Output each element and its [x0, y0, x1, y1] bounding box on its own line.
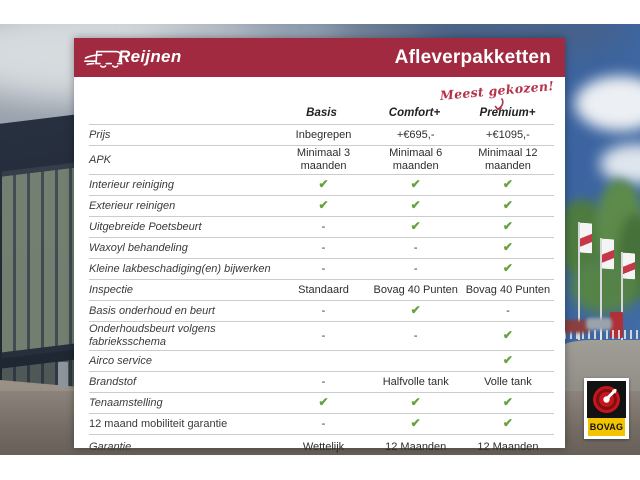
dealer-flag: [623, 253, 635, 280]
row-label: Tenaamstelling: [89, 396, 163, 409]
column-header-basis: Basis: [306, 106, 337, 119]
check-icon: ✔: [318, 395, 329, 410]
row-value: -: [321, 375, 326, 388]
row-value: Inbegrepen: [295, 128, 352, 141]
parked-car: [586, 318, 612, 330]
table-row: [89, 371, 554, 392]
row-value: [370, 178, 462, 192]
row-label: Onderhoudsbeurt volgens fabrieksschema: [89, 323, 216, 348]
check-icon: ✔: [410, 303, 421, 318]
check-icon: ✔: [410, 416, 421, 431]
row-value: Volle tank: [484, 375, 532, 388]
row-label: Garantie: [89, 440, 132, 453]
row-value: [462, 417, 554, 431]
check-icon: ✔: [502, 219, 513, 234]
row-value: -: [321, 220, 326, 233]
table-row: [89, 124, 554, 145]
row-label: Waxoyl behandeling: [89, 241, 188, 254]
row-label: 12 maand mobiliteit garantie: [89, 417, 228, 430]
dealer-flag: [602, 239, 614, 270]
table-row: [89, 434, 554, 459]
check-icon: ✔: [502, 395, 513, 410]
row-value: -: [413, 241, 418, 254]
row-label: Prijs: [89, 128, 111, 141]
row-value: -: [321, 329, 326, 342]
row-value: Minimaal 6 maanden: [389, 147, 443, 172]
table-row: [89, 279, 554, 300]
row-value: +€1095,-: [486, 128, 530, 141]
check-icon: ✔: [410, 395, 421, 410]
table-row: [89, 300, 554, 321]
bovag-label: BOVAG: [588, 418, 625, 436]
check-icon: ✔: [502, 416, 513, 431]
row-value: [462, 241, 554, 255]
row-value: [277, 178, 369, 192]
row-label: Uitgebreide Poetsbeurt: [89, 220, 202, 233]
table-row: [89, 392, 554, 413]
row-value: +€695,-: [396, 128, 435, 141]
bovag-badge: [584, 378, 629, 439]
cloud: [600, 144, 640, 184]
row-value: 12 Maanden: [385, 440, 447, 453]
brand-name: Reijnen: [118, 46, 182, 66]
row-value: Minimaal 12 maanden: [478, 147, 538, 172]
row-value: [370, 396, 462, 410]
row-value: -: [413, 329, 418, 342]
row-label: Exterieur reinigen: [89, 199, 176, 212]
column-header-premium: Premium+: [479, 106, 536, 119]
page-title: Afleverpakketten: [394, 46, 551, 68]
row-value: [462, 329, 554, 343]
row-value: [462, 262, 554, 276]
table-row: [89, 174, 554, 195]
dealer-flag: [580, 223, 592, 254]
signpost: [58, 362, 68, 388]
row-value: -: [321, 417, 326, 430]
table-row: [89, 216, 554, 237]
card-header: [74, 38, 565, 77]
row-label: Basis onderhoud en beurt: [89, 304, 215, 317]
row-value: -: [321, 304, 326, 317]
bovag-wheel-icon: [587, 381, 626, 418]
row-value: Standaard: [298, 283, 349, 296]
table-row: [89, 321, 554, 350]
most-chosen-annotation: Meest gekozen!: [439, 78, 555, 103]
row-value: [462, 354, 554, 368]
row-value: 12 Maanden: [477, 440, 539, 453]
row-value: Halfvolle tank: [382, 375, 449, 388]
cloud: [575, 76, 640, 131]
package-table-body: [89, 124, 554, 459]
row-value: [277, 199, 369, 213]
table-header-row: [89, 101, 554, 124]
row-value: [462, 178, 554, 192]
row-value: [370, 304, 462, 318]
row-value: Minimaal 3 maanden: [296, 147, 351, 172]
check-icon: ✔: [318, 198, 329, 213]
row-value: [277, 396, 369, 410]
table-row: [89, 258, 554, 279]
row-value: [370, 220, 462, 234]
row-value: [462, 220, 554, 234]
row-value: [370, 417, 462, 431]
check-icon: ✔: [318, 177, 329, 192]
row-value: -: [321, 262, 326, 275]
check-icon: ✔: [502, 240, 513, 255]
table-row: [89, 145, 554, 174]
check-icon: ✔: [502, 353, 513, 368]
row-label: Brandstof: [89, 375, 137, 388]
check-icon: ✔: [502, 198, 513, 213]
row-label: Interieur reiniging: [89, 178, 174, 191]
reijnen-logo: [84, 44, 182, 72]
row-label: Kleine lakbeschadiging(en) bijwerken: [89, 262, 271, 275]
row-value: [462, 396, 554, 410]
row-label: Airco service: [89, 354, 152, 367]
package-comparison-card: [74, 38, 565, 453]
table-row: [89, 237, 554, 258]
check-icon: ✔: [410, 177, 421, 192]
row-value: [462, 199, 554, 213]
table-row: [89, 350, 554, 371]
package-table: [89, 101, 554, 459]
column-header-comfort: Comfort+: [388, 106, 441, 119]
table-row: [89, 413, 554, 434]
row-value: Bovag 40 Punten: [373, 283, 458, 296]
row-value: Bovag 40 Punten: [465, 283, 551, 296]
check-icon: ✔: [502, 261, 513, 276]
row-value: [370, 199, 462, 213]
check-icon: ✔: [410, 219, 421, 234]
row-value: -: [506, 304, 510, 317]
row-value: Wettelijk: [302, 440, 345, 453]
check-icon: ✔: [410, 198, 421, 213]
row-label: Inspectie: [89, 283, 134, 296]
check-icon: ✔: [502, 328, 513, 343]
row-value: -: [413, 262, 418, 275]
row-value: -: [321, 241, 326, 254]
check-icon: ✔: [502, 177, 513, 192]
table-row: [89, 195, 554, 216]
row-label: APK: [89, 153, 112, 166]
